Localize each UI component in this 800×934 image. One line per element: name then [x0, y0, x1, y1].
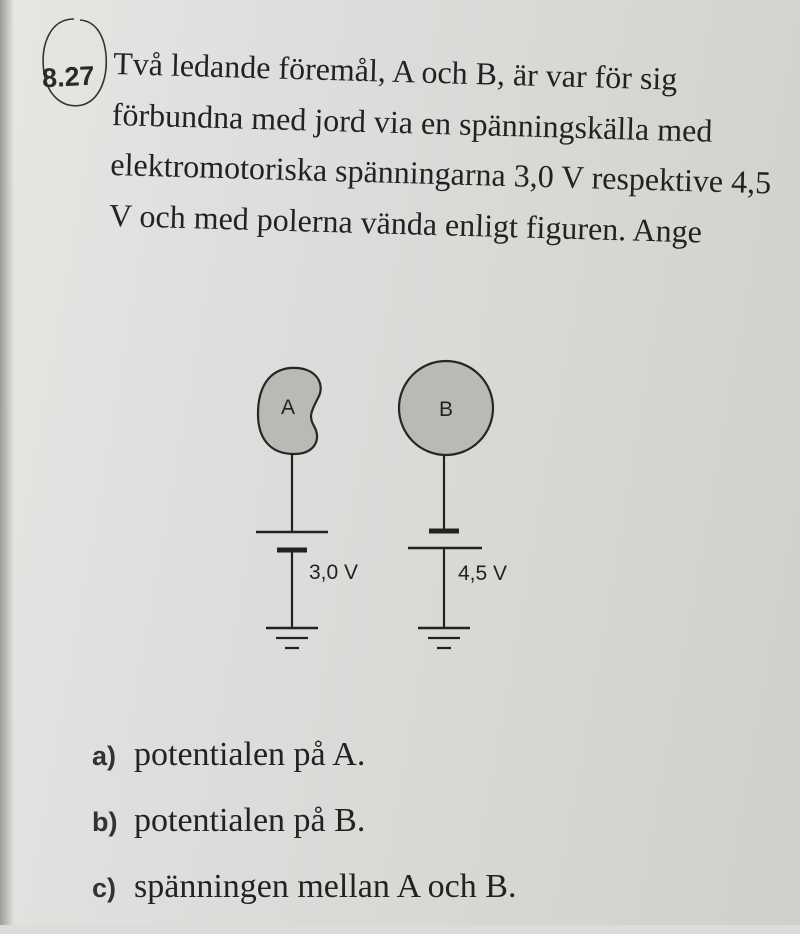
question-letter: a)	[92, 741, 117, 771]
battery-b-voltage: 4,5 V	[458, 562, 508, 585]
question-a	[92, 736, 516, 802]
question-list	[92, 736, 516, 934]
question-letter: c)	[92, 873, 117, 903]
question-text: potentialen på A.	[134, 736, 366, 773]
question-b	[92, 802, 516, 868]
battery-a-voltage: 3,0 V	[309, 561, 359, 584]
battery-a	[256, 454, 328, 648]
problem-text: Två ledande föremål, A och B, är var för sig förbundna med jord via en spänningskälla med elektromotoriska spänningarna 3,0 V respektive 4,5 V och med polerna vända enligt figuren. Ange	[108, 44, 772, 249]
question-text: potentialen på B.	[134, 802, 366, 839]
object-a-label: A	[280, 396, 296, 419]
question-letter: b)	[92, 807, 118, 837]
object-b-label: B	[438, 398, 454, 421]
problem-number: 8.27	[41, 60, 96, 94]
battery-b	[408, 455, 482, 648]
question-text: spänningen mellan A och B.	[134, 868, 517, 905]
question-c	[92, 868, 516, 934]
